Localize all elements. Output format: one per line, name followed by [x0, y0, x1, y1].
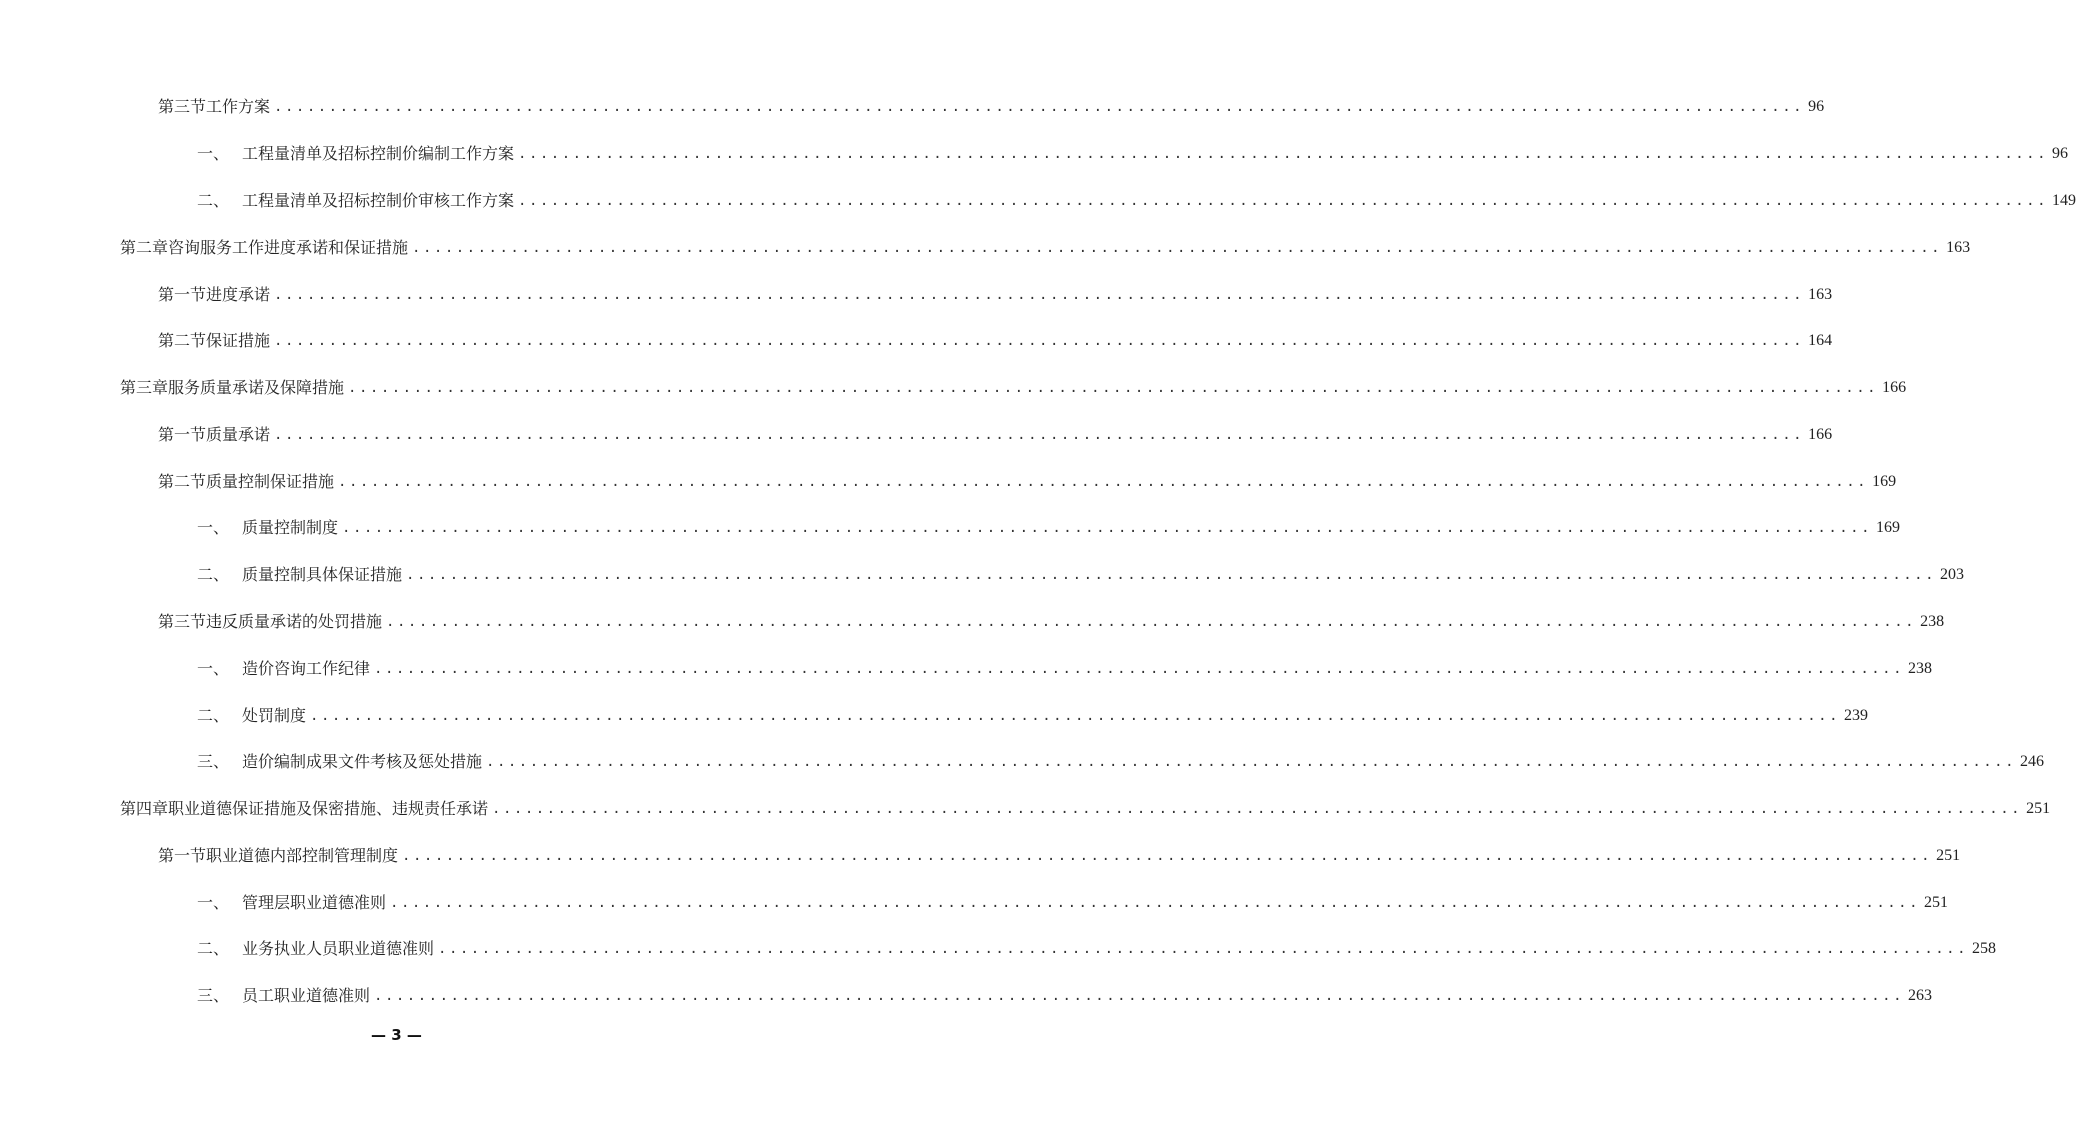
toc-entry[interactable] — [197, 657, 1933, 681]
toc-entry-title: 违反质量承诺的处罚措施 — [206, 612, 383, 631]
toc-entry[interactable] — [158, 610, 1945, 634]
toc-entry-page: 169 — [1872, 473, 1897, 490]
toc-entry[interactable] — [197, 984, 1933, 1008]
toc-entry-page: 239 — [1844, 707, 1869, 724]
toc-entry-title: 质量控制保证措施 — [206, 472, 335, 491]
toc-entry[interactable] — [197, 937, 1997, 961]
toc-entry-prefix: 三、 — [197, 752, 230, 771]
toc-entry-title: 工程量清单及招标控制价编制工作方案 — [242, 144, 515, 163]
toc-entry[interactable] — [158, 844, 1961, 868]
toc-entry-page: 238 — [1908, 660, 1933, 677]
toc-entry-page: 258 — [1972, 940, 1997, 957]
toc-leader-dots: ............................................................................................................................................ — [518, 146, 2049, 162]
toc-entry-title: 处罚制度 — [242, 706, 307, 725]
toc-entry-page: 149 — [2052, 192, 2076, 209]
toc-entry-prefix: 二、 — [197, 191, 230, 210]
toc-entry-prefix: 第二节 — [158, 331, 207, 350]
toc-entry-prefix: 一、 — [197, 518, 230, 537]
toc-entry-page: 263 — [1908, 987, 1933, 1004]
toc-leader-dots: ............................................................................................................................................ — [274, 287, 1805, 303]
toc-entry-page: 163 — [1946, 239, 1971, 256]
toc-leader-dots: ............................................................................................................................................ — [386, 614, 1917, 630]
toc-entry-title: 造价咨询工作纪律 — [242, 659, 371, 678]
toc-entry[interactable] — [158, 95, 1825, 119]
toc-entry-page: 96 — [1808, 98, 1825, 115]
toc-entry-prefix: 第一节 — [158, 846, 207, 865]
toc-entry[interactable] — [197, 189, 2076, 213]
toc-entry-prefix: 一、 — [197, 659, 230, 678]
toc-entry-prefix: 第三章 — [120, 378, 169, 397]
toc-entry-prefix: 二、 — [197, 939, 230, 958]
toc-entry-prefix: 第一节 — [158, 285, 207, 304]
page-number-footer: — 3 — — [371, 1026, 422, 1044]
toc-leader-dots: ............................................................................................................................................ — [374, 988, 1905, 1004]
toc-entry-prefix: 第四章 — [120, 799, 169, 818]
toc-entry-title: 质量承诺 — [206, 425, 271, 444]
toc-leader-dots: ............................................................................................................................................ — [438, 941, 1969, 957]
toc-leader-dots: ............................................................................................................................................ — [402, 848, 1933, 864]
toc-entry-page: 251 — [1936, 847, 1961, 864]
toc-entry-page: 251 — [1924, 894, 1949, 911]
toc-entry[interactable] — [120, 376, 1907, 400]
toc-leader-dots: ............................................................................................................................................ — [274, 333, 1805, 349]
toc-leader-dots: ............................................................................................................................................ — [406, 567, 1937, 583]
toc-entry-page: 96 — [2052, 145, 2069, 162]
toc-leader-dots: ............................................................................................................................................ — [374, 661, 1905, 677]
toc-entry[interactable] — [158, 329, 1833, 353]
toc-leader-dots: ............................................................................................................................................ — [492, 801, 2023, 817]
toc-entry-title: 职业道德内部控制管理制度 — [206, 846, 399, 865]
toc-entry-prefix: 第三节 — [158, 612, 207, 631]
toc-leader-dots: ............................................................................................................................................ — [274, 99, 1805, 115]
toc-entry-title: 员工职业道德准则 — [242, 986, 371, 1005]
toc-entry[interactable] — [197, 891, 1949, 915]
toc-leader-dots: ............................................................................................................................................ — [390, 895, 1921, 911]
toc-leader-dots: ............................................................................................................................................ — [310, 708, 1841, 724]
toc-entry-title: 管理层职业道德准则 — [242, 893, 387, 912]
toc-entry-title: 造价编制成果文件考核及惩处措施 — [242, 752, 483, 771]
toc-entry-page: 169 — [1876, 519, 1901, 536]
toc-entry-page: 166 — [1882, 379, 1907, 396]
toc-entry-page: 163 — [1808, 286, 1833, 303]
toc-entry-title: 工程量清单及招标控制价审核工作方案 — [242, 191, 515, 210]
toc-entry[interactable] — [197, 704, 1869, 728]
toc-entry-title: 保证措施 — [206, 331, 271, 350]
toc-entry-page: 203 — [1940, 566, 1965, 583]
toc-entry-prefix: 三、 — [197, 986, 230, 1005]
toc-entry[interactable] — [158, 423, 1833, 447]
toc-entry-title: 进度承诺 — [206, 285, 271, 304]
toc-entry-prefix: 第二章 — [120, 238, 169, 257]
toc-entry-title: 业务执业人员职业道德准则 — [242, 939, 435, 958]
toc-entry[interactable] — [197, 516, 1901, 540]
toc-leader-dots: ............................................................................................................................................ — [518, 193, 2049, 209]
toc-entry-prefix: 第三节 — [158, 97, 207, 116]
toc-leader-dots: ............................................................................................................................................ — [486, 754, 2017, 770]
toc-entry-prefix: 第二节 — [158, 472, 207, 491]
toc-entry-page: 164 — [1808, 332, 1833, 349]
toc-entry[interactable] — [197, 750, 2045, 774]
toc-entry-title: 服务质量承诺及保障措施 — [168, 378, 345, 397]
toc-entry-title: 咨询服务工作进度承诺和保证措施 — [168, 238, 409, 257]
toc-entry-page: 251 — [2026, 800, 2051, 817]
toc-entry[interactable] — [120, 797, 2051, 821]
toc-entry[interactable] — [158, 283, 1833, 307]
toc-entry[interactable] — [197, 142, 2069, 166]
toc-entry-prefix: 一、 — [197, 144, 230, 163]
toc-entry-prefix: 二、 — [197, 706, 230, 725]
toc-entry-title: 质量控制制度 — [242, 518, 339, 537]
toc-leader-dots: ............................................................................................................................................ — [342, 520, 1873, 536]
toc-leader-dots: ............................................................................................................................................ — [338, 474, 1869, 490]
toc-entry-prefix: 二、 — [197, 565, 230, 584]
toc-entry-title: 职业道德保证措施及保密措施、违规责任承诺 — [168, 799, 489, 818]
toc-leader-dots: ............................................................................................................................................ — [348, 380, 1879, 396]
toc-entry-title: 工作方案 — [206, 97, 271, 116]
toc-entry[interactable] — [120, 236, 1971, 260]
toc-entry-page: 166 — [1808, 426, 1833, 443]
toc-entry-title: 质量控制具体保证措施 — [242, 565, 403, 584]
toc-entry[interactable] — [197, 563, 1965, 587]
toc-entry-page: 238 — [1920, 613, 1945, 630]
toc-entry-prefix: 第一节 — [158, 425, 207, 444]
toc-entry-page: 246 — [2020, 753, 2045, 770]
toc-entry-prefix: 一、 — [197, 893, 230, 912]
toc-leader-dots: ............................................................................................................................................ — [274, 427, 1805, 443]
toc-entry[interactable] — [158, 470, 1897, 494]
toc-leader-dots: ............................................................................................................................................ — [412, 240, 1943, 256]
